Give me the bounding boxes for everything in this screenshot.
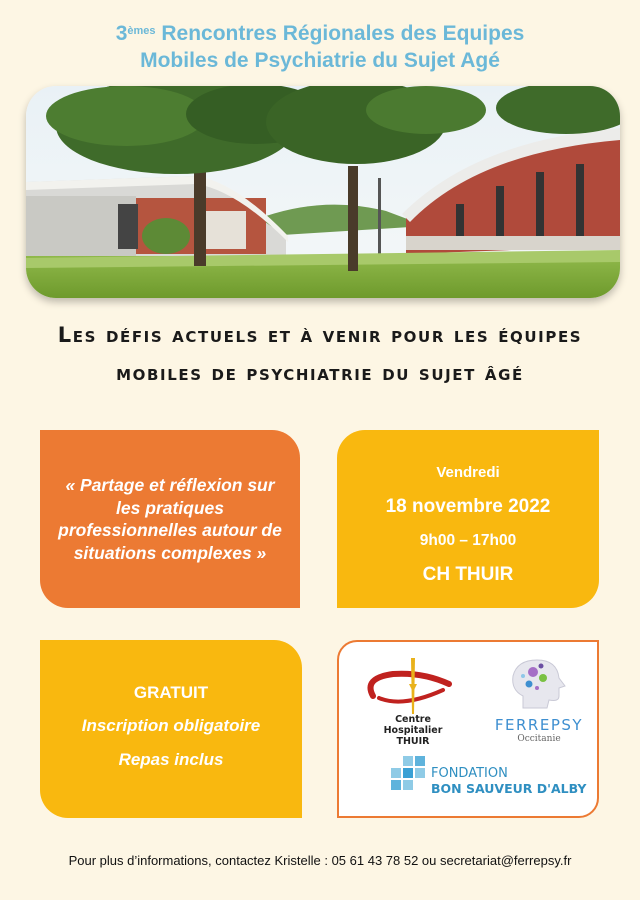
hospital-building-image — [26, 86, 620, 298]
meal-label: Repas inclus — [118, 750, 224, 769]
header-line-1-text: Rencontres Régionales des Equipes — [161, 22, 525, 45]
price-label: GRATUIT — [133, 683, 209, 702]
ferrepsy-logo — [489, 654, 589, 744]
fondation-name: BON SAUVEUR D'ALBY — [431, 781, 587, 796]
theme-card — [40, 430, 300, 608]
registration-label: Inscription obligatoire — [81, 716, 261, 735]
header-line-1 — [0, 20, 640, 47]
theme-quote: « Partage et réflexion sur les pratiques professionnelles autour de situations complexes » — [58, 475, 282, 563]
contact-footer: Pour plus d’informations, contactez Kristelle : 05 61 43 78 52 ou secretariat@ferrepsy.fr — [68, 853, 572, 868]
info-card — [40, 640, 302, 818]
partner-logos — [337, 640, 599, 818]
main-title-line-2: mobiles de psychiatrie du sujet âgé — [116, 361, 524, 385]
ferrepsy-region: Occitanie — [517, 734, 561, 744]
fondation-label: FONDATION — [431, 766, 508, 781]
fondation-squares-icon — [389, 754, 429, 796]
main-title — [0, 316, 640, 392]
event-day: Vendredi — [436, 464, 500, 481]
ch-name: Centre Hospitalier — [383, 714, 443, 736]
event-place: CH THUIR — [422, 564, 514, 585]
date-card — [337, 430, 599, 608]
ferrepsy-name: FERREPSY — [494, 716, 584, 734]
event-time: 9h00 – 17h00 — [419, 532, 517, 549]
event-date: 18 novembre 2022 — [385, 496, 551, 517]
event-header — [0, 20, 640, 74]
ch-thuir-emblem-icon — [353, 656, 463, 716]
fondation-logo — [389, 754, 587, 798]
header-line-2: Mobiles de Psychiatrie du Sujet Agé — [140, 49, 500, 72]
main-title-line-1: Les défis actuels et à venir pour les équipes — [57, 323, 583, 347]
ferrepsy-head-icon — [489, 654, 589, 714]
edition-number: 3 — [115, 22, 128, 45]
edition-suffix: èmes — [127, 25, 156, 37]
building-photo — [26, 86, 620, 298]
ch-thuir-logo — [353, 656, 463, 746]
ch-city: THUIR — [396, 736, 430, 747]
